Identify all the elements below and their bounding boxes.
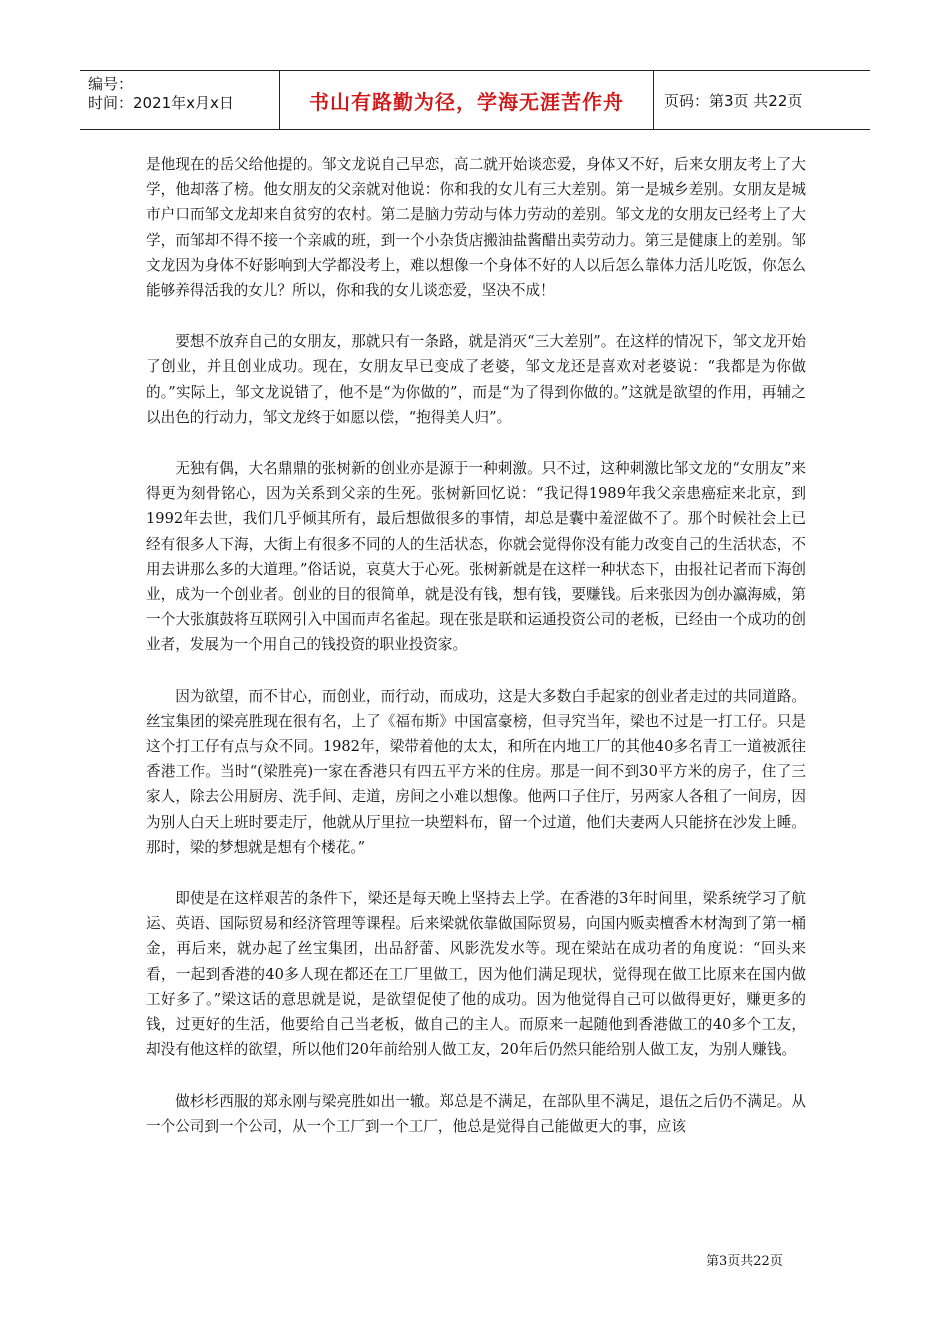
header-page-label: 页码：第3页 共22页 — [664, 91, 803, 110]
paragraph: 做杉杉西服的郑永刚与梁亮胜如出一辙。郑总是不满足，在部队里不满足，退伍之后仍不满足。从一个公司到一个公司，从一个工厂到一个工厂，他总是觉得自己能做更大的事，应该 — [146, 1092, 806, 1135]
header-meta — [80, 71, 280, 129]
header-slogan: 书山有路勤为径，学海无涯苦作舟 — [280, 71, 654, 129]
paragraph: 要想不放弃自己的女朋友，那就只有一条路，就是消灭“三大差别”。在这样的情况下，邹文龙开始了创业，并且创业成功。现在，女朋友早已变成了老婆，邹文龙还是喜欢对老婆说：“我都是为你做的。”实际上，邹文龙说错了，他不是“为你做的”，而是“为了得到你做的。”这就是欲望的作用，再辅之以出色的行动力，邹文龙终于如愿以偿，“抱得美人归”。 — [146, 333, 806, 426]
paragraph: 即使是在这样艰苦的条件下，梁还是每天晚上坚持去上学。在香港的3年时间里，梁系统学习了航运、英语、国际贸易和经济管理等课程。后来梁就依靠做国际贸易，向国内贩卖檀香木材淘到了第一桶金，再后来，就办起了丝宝集团，出品舒蕾、风影洗发水等。现在梁站在成功者的角度说：“回头来看，一起到香港的40多人现在都还在工厂里做工，因为他们满足现状，觉得现在做工比原来在国内做工好多了。”梁这话的意思就是说，是欲望促使了他的成功。因为他觉得自己可以做得更好，赚更多的钱，过更好的生活，他要给自己当老板，做自己的主人。而原来一起随他到香港做工的40多个工友，却没有他这样的欲望，所以他们20年前给别人做工友，20年后仍然只能给别人做工友，为别人赚钱。 — [146, 890, 806, 1059]
page-footer: 第3页共22页 — [706, 1254, 783, 1269]
doc-number-label: 编号： — [88, 75, 134, 93]
paragraph: 因为欲望，而不甘心，而创业，而行动，而成功，这是大多数白手起家的创业者走过的共同道路。丝宝集团的梁亮胜现在很有名，上了《福布斯》中国富豪榜，但寻究当年，梁也不过是一打工仔。只是这个打工仔有点与众不同。1982年，梁带着他的太太，和所在内地工厂的其他40多名青工一道被派往香港工作。当时“(梁胜亮)一家在香港只有四五平方米的住房。那是一间不到30平方米的房子，住了三家人，除去公用厨房、洗手间、走道，房间之小难以想像。他两口子住厅，另两家人各租了一间房，因为别人白天上班时要走厅，他就从厅里拉一块塑料布，留一个过道，他们夫妻两人只能挤在沙发上睡。那时，梁的梦想就是想有个楼花。” — [146, 687, 806, 856]
page-header — [80, 70, 870, 130]
doc-time-label: 时间：2021年x月x日 — [88, 94, 234, 112]
document-body — [146, 152, 806, 1165]
paragraph: 无独有偶，大名鼎鼎的张树新的创业亦是源于一种刺激。只不过，这种刺激比邹文龙的“女朋友”来得更为刻骨铭心，因为关系到父亲的生死。张树新回忆说：“我记得1989年我父亲患癌症来北京，到1992年去世，我们几乎倾其所有，最后想做很多的事情，却总是囊中羞涩做不了。那个时候社会上已经有很多人下海，大街上有很多不同的人的生活状态，你就会觉得你没有能力改变自己的生活状态，不用去讲那么多的大道理。”俗话说，哀莫大于心死。张树新就是在这样一种状态下，由报社记者而下海创业，成为一个创业者。创业的目的很简单，就是没有钱，想有钱，要赚钱。后来张因为创办瀛海威，第一个大张旗鼓将互联网引入中国而声名雀起。现在张是联和运通投资公司的老板，已经由一个成功的创业者，发展为一个用自己的钱投资的职业投资家。 — [146, 460, 806, 654]
paragraph: 是他现在的岳父给他提的。邹文龙说自己早恋，高二就开始谈恋爱，身体又不好，后来女朋友考上了大学，他却落了榜。他女朋友的父亲就对他说：你和我的女儿有三大差别。第一是城乡差别。女朋友是城市户口而邹文龙却来自贫穷的农村。第二是脑力劳动与体力劳动的差别。邹文龙的女朋友已经考上了大学，而邹却不得不接一个亲戚的班，到一个小杂货店搬油盐酱醋出卖劳动力。第三是健康上的差别。邹文龙因为身体不好影响到大学都没考上，难以想像一个身体不好的人以后怎么靠体力活儿吃饭，你怎么能够养得活我的女儿？所以，你和我的女儿谈恋爱，坚决不成！ — [146, 156, 806, 300]
